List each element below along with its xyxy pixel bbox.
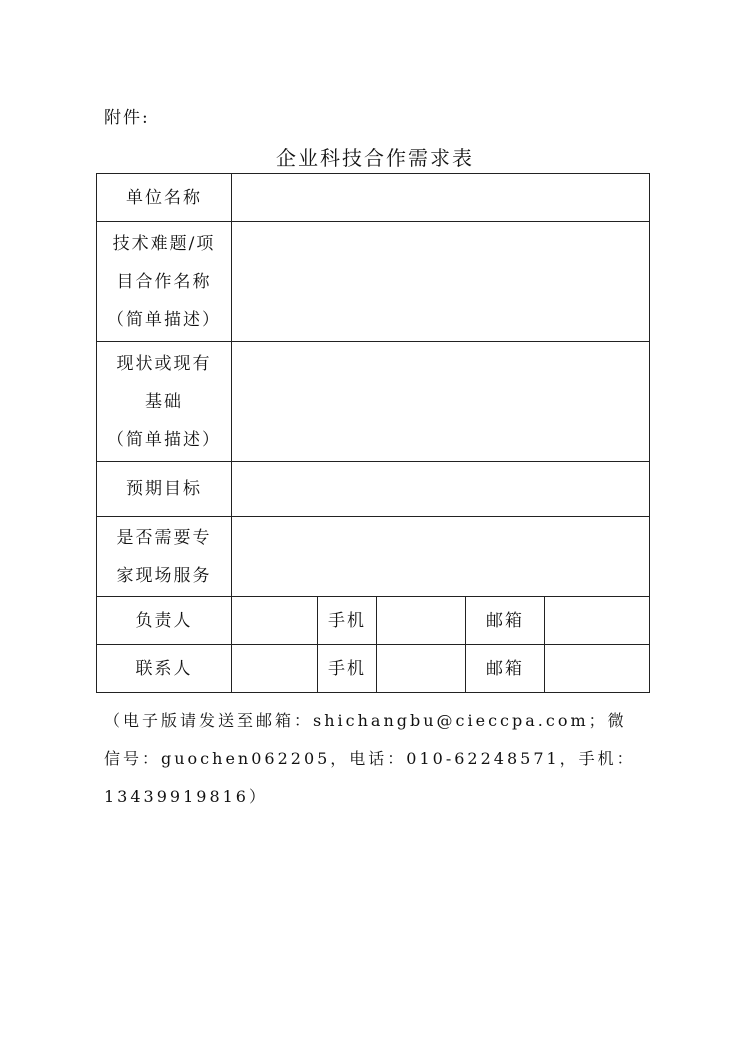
contact-label: 联系人 <box>97 645 232 693</box>
unit-name-label: 单位名称 <box>97 174 232 222</box>
contact-phone-label: 手机 <box>318 645 377 693</box>
goal-field[interactable] <box>232 462 650 517</box>
responsible-phone-field[interactable] <box>377 597 466 645</box>
responsible-email-field[interactable] <box>545 597 650 645</box>
contact-phone-field[interactable] <box>377 645 466 693</box>
unit-name-field[interactable] <box>232 174 650 222</box>
contact-email-field[interactable] <box>545 645 650 693</box>
contact-note: （电子版请发送至邮箱：shichangbu@cieccpa.com；微信号：guochen062205，电话：010-62248571，手机：13439919816） <box>104 711 636 806</box>
requirement-table <box>96 173 650 693</box>
table-row <box>97 597 650 645</box>
table-row <box>97 462 650 517</box>
tech-problem-label: 技术难题/项 目合作名称 （简单描述） <box>97 222 232 342</box>
contact-name-field[interactable] <box>232 645 318 693</box>
table-row <box>97 342 650 462</box>
table-row <box>97 645 650 693</box>
tech-problem-field[interactable] <box>232 222 650 342</box>
status-label: 现状或现有 基础 （简单描述） <box>97 342 232 462</box>
responsible-name-field[interactable] <box>232 597 318 645</box>
goal-label: 预期目标 <box>97 462 232 517</box>
form-title: 企业科技合作需求表 <box>276 146 474 170</box>
table-row <box>97 517 650 597</box>
status-field[interactable] <box>232 342 650 462</box>
table-row <box>97 222 650 342</box>
responsible-label: 负责人 <box>97 597 232 645</box>
contact-email-label: 邮箱 <box>466 645 545 693</box>
table-row <box>97 174 650 222</box>
expert-label: 是否需要专 家现场服务 <box>97 517 232 597</box>
expert-field[interactable] <box>232 517 650 597</box>
responsible-phone-label: 手机 <box>318 597 377 645</box>
responsible-email-label: 邮箱 <box>466 597 545 645</box>
attachment-label: 附件: <box>104 108 150 128</box>
